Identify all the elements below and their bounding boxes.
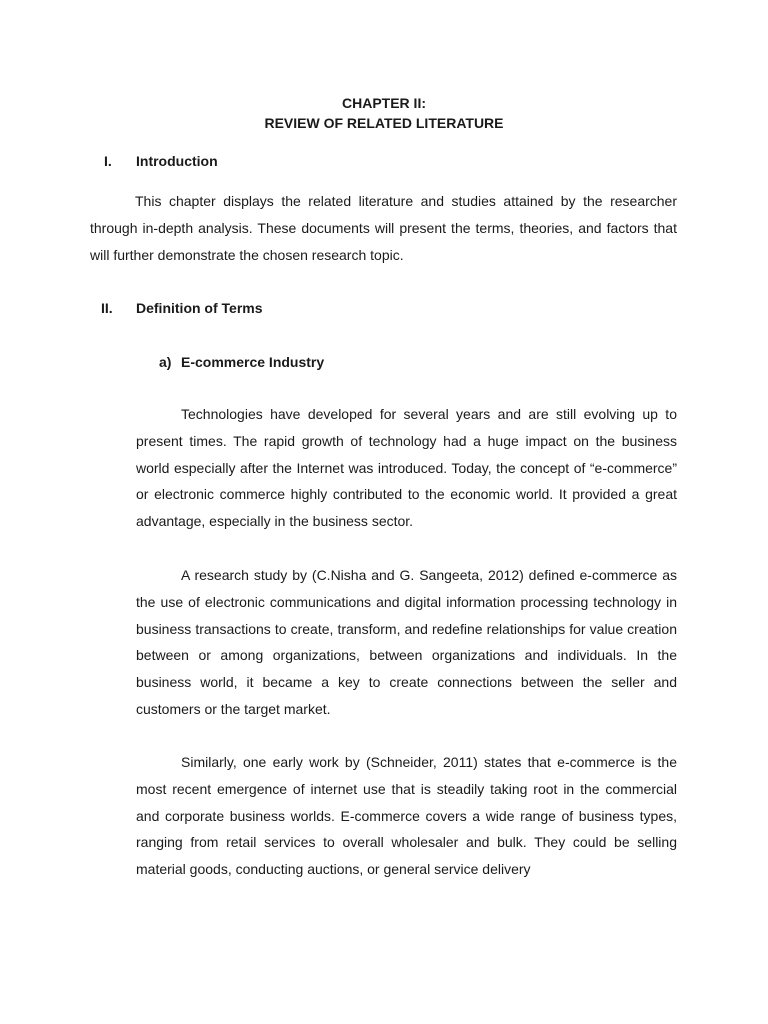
subsection-a-heading: E-commerce Industry (181, 354, 325, 370)
body-paragraph-3: Similarly, one early work by (Schneider, 2011) states that e-commerce is the most recent emergence of internet use that is steadily taking root in the commercial and corporate business worlds. E-commerce covers a wide range of business types, ranging from retail services to overall wholesaler and bulk. They could be selling material goods, conducting auctions, or general service delivery (136, 754, 677, 878)
body-paragraph-2: A research study by (C.Nisha and G. Sangeeta, 2012) defined e-commerce as the use of electronic communications and digital information processing technology in business transactions to create, transform, and redefine relationships for value creation between or among organizations, between organizations and individuals. In the business world, it became a key to create connections between the seller and customers or the target market. (136, 567, 677, 717)
body-paragraph-1: Technologies have developed for several years and are still evolving up to present times. The rapid growth of technology had a huge impact on the business world especially after the Internet was introduced. Today, the concept of “e-commerce” or electronic commerce highly contributed to the economic world. It provided a great advantage, especially in the business sector. (136, 406, 677, 530)
section-2-heading: Definition of Terms (136, 300, 263, 316)
chapter-number: CHAPTER II: (342, 95, 426, 111)
subsection-a-label: a) (159, 354, 172, 370)
chapter-title: REVIEW OF RELATED LITERATURE (264, 115, 504, 131)
intro-paragraph: This chapter displays the related literature and studies attained by the researcher through in-depth analysis. These documents will present the terms, theories, and factors that will further demonstrate the chosen research topic. (90, 193, 677, 263)
section-2-numeral: II. (101, 300, 113, 316)
section-1-heading: Introduction (136, 153, 218, 169)
section-1-numeral: I. (104, 153, 112, 169)
